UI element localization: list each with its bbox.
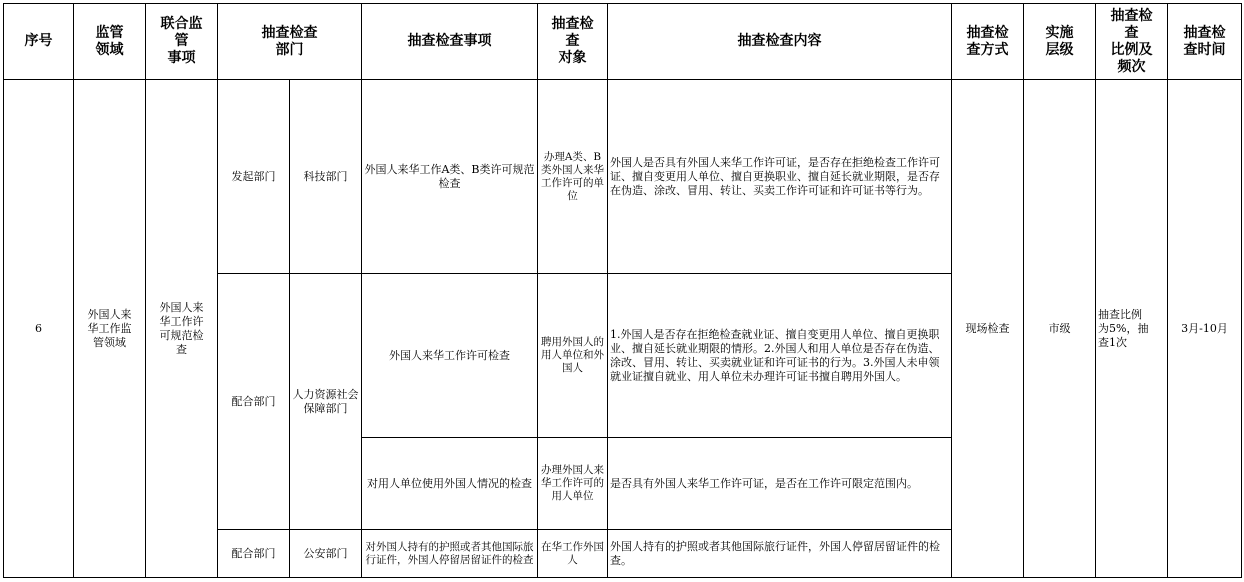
table-row (4, 80, 1242, 274)
check-target: 办理外国人来华工作许可的用人单位 (538, 438, 608, 530)
dept-role: 配合部门 (218, 274, 290, 530)
check-content: 外国人持有的护照或者其他国际旅行证件，外国人停留居留证件的检查。 (608, 530, 952, 578)
check-item: 对外国人持有的护照或者其他国际旅行证件，外国人停留居留证件的检查 (362, 530, 538, 578)
check-target: 在华工作外国人 (538, 530, 608, 578)
check-item: 外国人来华工作许可检查 (362, 274, 538, 438)
header-content: 抽查检查内容 (608, 4, 952, 80)
check-content: 是否具有外国人来华工作许可证，是否在工作许可限定范围内。 (608, 438, 952, 530)
dept-role: 配合部门 (218, 530, 290, 578)
header-joint-item: 联合监 管 事项 (146, 4, 218, 80)
header-seq: 序号 (4, 4, 74, 80)
record-seq: 6 (4, 80, 74, 578)
check-target: 办理A类、B类外国人来华工作许可的单位 (538, 80, 608, 274)
header-check-item: 抽查检查事项 (362, 4, 538, 80)
dept-name: 公安部门 (290, 530, 362, 578)
header-dept: 抽查检查 部门 (218, 4, 362, 80)
check-item: 对用人单位使用外国人情况的检查 (362, 438, 538, 530)
check-item: 外国人来华工作A类、B类许可规范检查 (362, 80, 538, 274)
header-ratio: 抽查检 查 比例及 频次 (1096, 4, 1168, 80)
dept-role: 发起部门 (218, 80, 290, 274)
header-method: 抽查检 查方式 (952, 4, 1024, 80)
header-time: 抽查检 查时间 (1168, 4, 1242, 80)
dept-name: 人力资源社会保障部门 (290, 274, 362, 530)
record-time: 3月-10月 (1168, 80, 1242, 578)
record-joint-item: 外国人来 华工作许 可规范检 查 (146, 80, 218, 578)
header-level: 实施 层级 (1024, 4, 1096, 80)
header-row (4, 4, 1242, 80)
dept-name: 科技部门 (290, 80, 362, 274)
record-method: 现场检查 (952, 80, 1024, 578)
record-domain: 外国人来 华工作监 管领域 (74, 80, 146, 578)
inspection-table (3, 3, 1242, 578)
record-level: 市级 (1024, 80, 1096, 578)
check-content: 1.外国人是否存在拒绝检查就业证、擅自变更用人单位、擅自更换职业、擅自延长就业期限的情形。2.外国人和用人单位是否存在伪造、涂改、冒用、转让、买卖就业证和许可证书的行为。3.外国人未申领就业证擅自就业、用人单位未办理许可证书擅自聘用外国人。 (608, 274, 952, 438)
record-ratio: 抽查比例 为5%，抽 查1次 (1096, 80, 1168, 578)
check-content: 外国人是否具有外国人来华工作许可证，是否存在拒绝检查工作许可证、擅自变更用人单位、擅自更换职业、擅自延长就业期限，是否存在伪造、涂改、冒用、转让、买卖工作许可证和许可证书等行为。 (608, 80, 952, 274)
header-target: 抽查检 查 对象 (538, 4, 608, 80)
check-target: 聘用外国人的用人单位和外国人 (538, 274, 608, 438)
header-domain: 监管 领域 (74, 4, 146, 80)
